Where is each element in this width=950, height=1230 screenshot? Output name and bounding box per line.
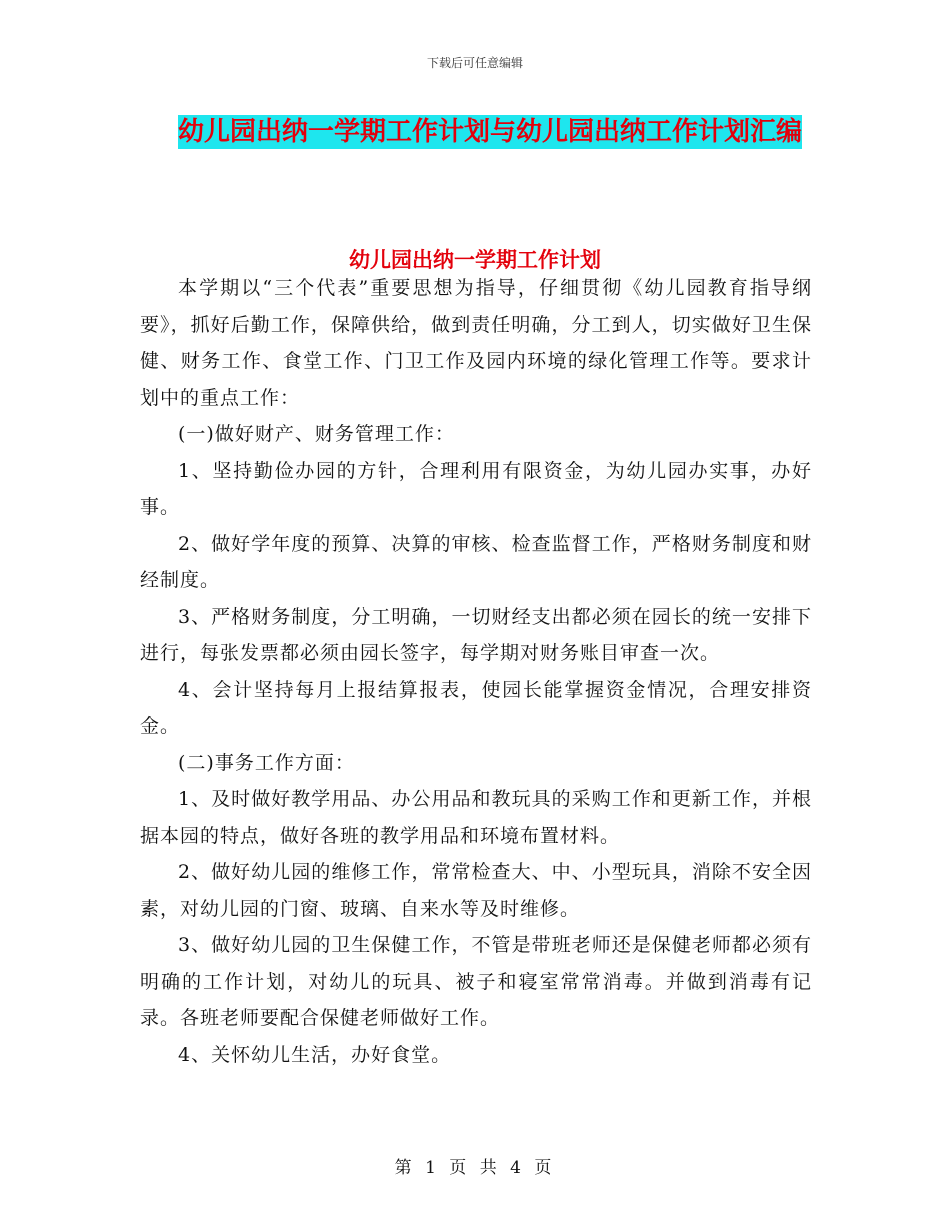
affairs-item-2: 2、做好幼儿园的维修工作，常常检查大、中、小型玩具，消除不安全因素，对幼儿园的门窗、玻璃、自来水等及时维修。 (140, 861, 812, 920)
finance-item-3: 3、严格财务制度，分工明确，一切财经支出都必须在园长的统一安排下进行，每张发票都必须由园长签字，每学期对财务账目审查一次。 (140, 605, 812, 664)
intro-paragraph: 本学期以“三个代表”重要思想为指导，仔细贯彻《幼儿园教育指导纲要》，抓好后勤工作，保障供给，做到责任明确，分工到人，切实做好卫生保健、财务工作、食堂工作、门卫工作及园内环境的绿化管理工作等。要求计划中的重点工作： (140, 277, 812, 409)
affairs-item-4: 4、关怀幼儿生活，办好食堂。 (178, 1043, 452, 1066)
document-title-text: 幼儿园出纳一学期工作计划与幼儿园出纳工作计划汇编 (177, 117, 802, 147)
finance-item-2: 2、做好学年度的预算、决算的审核、检查监督工作，严格财务制度和财经制度。 (140, 532, 812, 591)
page-footer: 第 1 页 共 4 页 (394, 1158, 556, 1178)
section-title: 幼儿园出纳一学期工作计划 (349, 248, 601, 272)
affairs-item-3: 3、做好幼儿园的卫生保健工作，不管是带班老师还是保健老师都必须有明确的工作计划，对幼儿的玩具、被子和寝室常常消毒。并做到消毒有记录。各班老师要配合保健老师做好工作。 (140, 934, 812, 1029)
header-note: 下载后可任意编辑 (426, 56, 523, 70)
document-title (140, 110, 840, 154)
finance-item-1: 1、坚持勤俭办园的方针，合理利用有限资金，为幼儿园办实事，办好事。 (140, 459, 812, 518)
finance-item-4: 4、会计坚持每月上报结算报表，使园长能掌握资金情况，合理安排资金。 (140, 678, 812, 737)
affairs-item-1: 1、及时做好教学用品、办公用品和教玩具的采购工作和更新工作，并根据本园的特点，做好各班的教学用品和环境布置材料。 (140, 788, 812, 847)
subsection-heading-finance: (一)做好财产、财务管理工作： (178, 423, 455, 445)
document-body (140, 270, 812, 1073)
subsection-heading-affairs: (二)事务工作方面： (178, 751, 355, 774)
